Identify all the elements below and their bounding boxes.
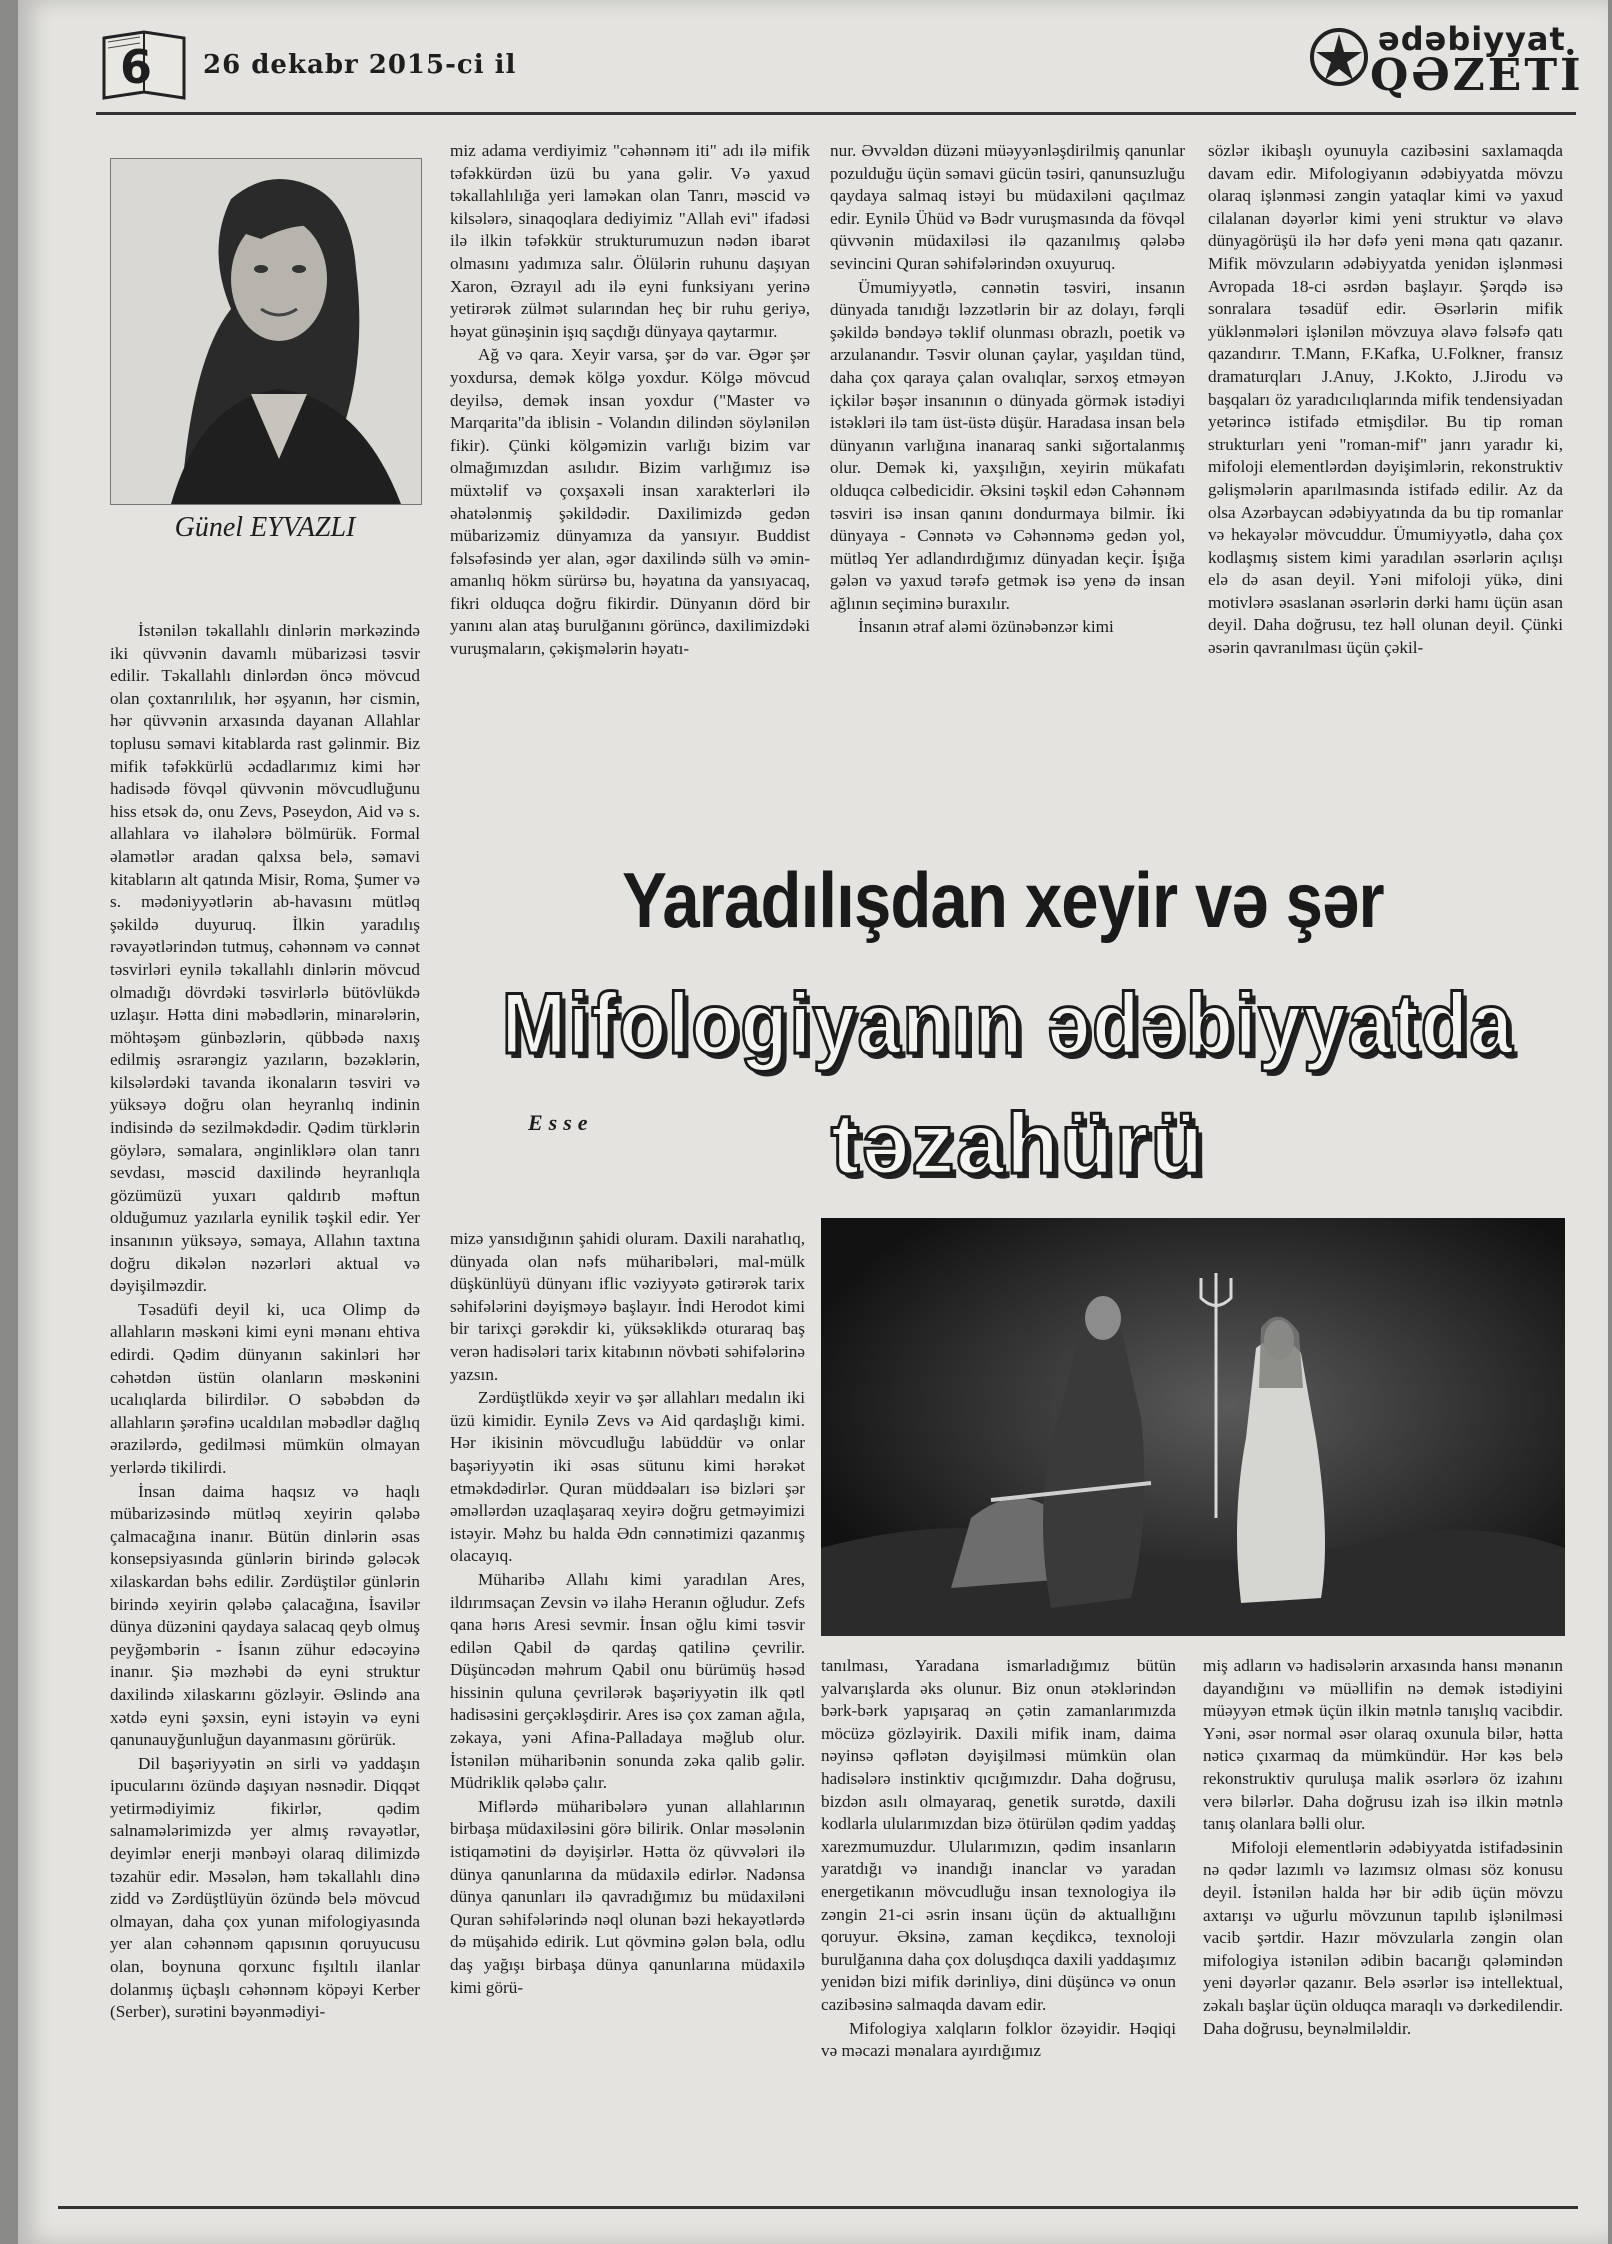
column-3-top (830, 140, 1185, 639)
paragraph: Ağ və qara. Xeyir varsa, şər də var. Əgər şər yoxdursa, demək kölgə yoxdur. Kölgə mövcud deyilsə, demək insan yoxdur ("Master və Marqarita"da iblisin - Volandın dilindən söylənilən fikir). Çünki kölgəmizin varlığı bizim var olmağımızdan asılıdır. Bizim varlığımız isə müxtəlif və çoxşaxəli insan xarakterləri ilə əhatələnmiş şəkildədir. Daxilimizdə gedən mübarizəmiz dünyamıza da yansıyır. Buddist fəlsəfəsində yer alan, əgər daxilində sülh və əmin-amanlıq hökm sürürsə bu, həyatına da yansıyacaq, fikri olduqca doğru fikirdir. Dünyanın dörd bir yanını alan ataş burulğanını görüncə, daxilimizdəki vuruşmaların, çəkişmələrin həyatı- (450, 345, 810, 659)
paragraph: İnsan daima haqsız və haqlı mübarizəsində mütləq xeyirin qələbə çalmacağına inanır. Bütün dinlərin əsas konsepsiyasında günlərin birində gələcək xilaskardan bəhs edilir. Zərdüştilər günlərin birində xeyirin qələbə çalacağına, İsavilər dünya düzənini qaydaya salacaq qeyb olmuş peyğəmbərin - İsanın zühur edəcəyinə inanır. Şiə məzhəbi də eyni struktur daxilində xilaskarını gözləyir. Əslində ana xətdə eyni şəxsin, eyni istəyin və eyni qanunauyğunluğun dayanmasını görürük. (110, 1481, 420, 1750)
paragraph: tanılması, Yaradana ismarladığımız bütün yalvarışlarda əks olunur. Biz onun ətəklərindən bərk-bərk yapışaraq ən çətin zamanlarımızda möcüzə gözləyirik. Daxili mifik inam, daima nəyinsə qəflətən dəyişilməsi mümkün olan hadisələrə instinktiv qıcığımızdır. Daha doğrusu, bizdən asılı olmayaraq, genetik surətdə, daxili kodlarla ulularımızdan bizə ötürülən qədim yaddaş xarezmumuzdur. Ulularımızın, qədim insanların yaratdığı və inandığı inanclar və yaradan energetikanın mövcudluğu insan texnologiya ilə zəngin 21-ci əsrin insanı üçün də aktuallığını qoruyur. Əksinə, zaman keçdikcə, texnoloji burulğanına daha çox doluşdıqca daxili yaddaşımız yenidən bizi mifik dərinliyə, dini düşüncə və onun cazibəsinə salmaqda davam edir. (821, 1656, 1176, 2014)
genre-label: Esse (528, 1110, 594, 1135)
paragraph: miz adama verdiyimiz "cəhənnəm iti" adı ilə mifik təfəkkürdən üzü bu yana gəlir. Və yaxud təkallahlılığa yeri laməkan olan Tanrı, məscid və kilsələrə, sinaqoqlara dediyimiz "Allah evi" ifadəsi ilə ilkin təfəkkür strukturumuzun nədən ibarət olmasını yadımıza salır. Ölülərin ruhunu daşıyan Xaron, Əzrayıl adı ilə eyni funksiyanı yerinə yetirərək zülmət sularından heç bir ruhu geriyə, həyat günəşinin işıq saçdığı dünyaya qaytarmır. (450, 141, 810, 341)
column-4-bottom (1203, 1655, 1563, 2040)
masthead-top: ədəbiyyat (1378, 20, 1566, 58)
star-emblem-icon (1308, 26, 1370, 88)
column-4-top (1208, 140, 1563, 660)
author-name: Günel EYVAZLI (174, 512, 356, 543)
footer-rule (58, 2206, 1578, 2209)
author-photo (110, 158, 422, 505)
column-3-bottom (821, 1655, 1176, 2063)
paragraph: Təsadüfi deyil ki, ucа Olimp də allahların məskəni kimi eyni mənanı ehtiva edirdi. Qədim dünyanın sakinləri hər cəhətdən üstün olanların məskənini ucalıqlarda bilirdilər. O səbəbdən də allahların şərəfinə ucaldılan məbədlər dağlıq ərazilərdə, gedilməsi mümkün olmayan yerlərdə tikilirdi. (110, 1299, 420, 1477)
paragraph: Ümumiyyətlə, cənnətin təsviri, insanın dünyada tanıdığı ləzzətlərin bir az dolayı, fərqli şəkildə bəndəyə təklif olunması obrazlı, poetik və arzulanandır. Təsvir olunan çaylar, yaşıldan tünd, daha çox qaraya çalan ovalıqlar, sərxoş etməyən içkilər bəşər insanının o dünyada görmək istədiyi istəkləri ilə tam üst-üstə düşür. Haradasa insan belə dünyanın varlığına inanaraq sanki sığortalanmış olur. Demək ki, yaxşılığın, xeyirin mükafatı olduqca cəlbedicidir. Əksini təşkil edən Cəhənnəm təsviri isə insan qanını dondurmaya bilmir. İki dünyaya - Cənnətə və Cəhənnəmə gedən yol, mütləq Yer adlandırdığımız dünyadan keçir. İşığa gələn və yaxud tərəfə getmək isə yenə də insan ağlının seçiminə buraxılır. (830, 277, 1185, 613)
headline-line-1: Yaradılışdan xeyir və şər (622, 856, 1384, 944)
issue-date: 26 dekabr 2015-ci il (203, 50, 517, 80)
paragraph: Dil başəriyyətin ən sirli və yaddaşın ipucularını özündə daşıyan nəsnədir. Diqqət yetirmədiyimiz fikirlər, qədim salnamələrimizdə yer almış rəvayətlər, deyimlər enerji mənbəyi olaraq dilimizdə təzahür edir. Məsələn, həm təkallahlı dinə zidd və Zərdüştlüyün özündə belə mövcud olmayan, daha çox yunan mifologiyasında yer alan cəhənnəm qapısının qoruyucusu olan, boynuna qorxunc fışıltılı ilanlar dolanmış üçbaşlı cəhənnəm köpəyi Kerber (Serber), surətini bəyənmədiyi- (110, 1753, 420, 2022)
column-2-top (450, 140, 810, 661)
paragraph: mizə yansıdığının şahidi oluram. Daxili narahatlıq, dünyada olan nəfs müharibələri, mal-mülk düşkünlüyü dünyanı iflic vəziyyətə gətirərək tarix səhifələrini dəyişməyə başlayır. İndi Herodot kimi bir tarixçi gərəkdir ki, yüksəklikdə oturaraq baş verən hadisələri tarix kitabının növbəti səhifələrinə yazsın. (450, 1229, 805, 1384)
paragraph: Mifoloji elementlərin ədəbiyyatda istifadəsinin nə qədər lazımlı və lazımsız olması söz konusu deyil. İstənilən halda hər bir ədib üçün mövzu axtarışı və uğurlu mövzunun tapılıb işlənilməsi vacib şərtdir. Hazır mövzularla zəngin olan mifologiya istənilən ədibin bacarığı qələmindən yeni dəyərlər qazanır. Belə əsərlər isə intellektual, zəkalı başlar üçün olduqca maraqlı və dərkedilendir. Daha doğrusu, beynəlmiləldir. (1203, 1837, 1563, 2038)
newspaper-page (18, 0, 1608, 2244)
paragraph: İnsanın ətraf aləmi özünəbənzər kimi (858, 617, 1114, 637)
column-2-bottom (450, 1228, 805, 1999)
paragraph: Zərdüştlükdə xeyir və şər allahları medalın iki üzü kimidir. Eynilə Zevs və Aid qardaşlığı kimi. Hər ikisinin mövcudluğu labüddür və onlar başəriyyətin iki əsas sütunu kimi hərəkət etməkdədirlər. Quran müddəaları isə bizləri şər əməllərdən uzaqlaşaraq xeyirə doğru getməyimizi istəyir. Məhz bu halda Ədn cənnətimizi qazanmış olacayıq. (450, 1388, 805, 1566)
paragraph: miş adların və hadisələrin arxasında hansı mənanın dayandığını və müəllifin nə demək istədiyini müəyyən etmək üçün ilkin mətnlə tanışlıq vacibdir. Yəni, əsər normal əsər olaraq oxunula bilər, hətta nəticə çıxarmaq da mümkündür. Hər kəs belə rekonstruktiv quruluşa malik əsərlərə öz izahını verə bilərlər. Daha doğrusu izah isə ilkin mətnlə tanış olanlara bəlli olur. (1203, 1656, 1563, 1834)
paragraph: Miflərdə müharibələrə yunan allahlarının birbaşa müdaxiləsini görə bilirik. Onlar məsələnin istiqamətini də dəyişirlər. Hətta öz qüvvələri ilə dünya qanunlarına da müdaxilə edirlər. Nadənsa dünya qanunları ilə qavradığımız bu müdaxiləni Quran səhifələrində nəql olunan bəzi hekayətlərdə də müşahidə edirik. Lut qövminə gələn bəla, odlu daş yağışı birbaşa dünya qanunlarına müdaxilə kimi görü- (450, 1796, 805, 1997)
column-1 (110, 620, 420, 2024)
paragraph: İstənilən təkallahlı dinlərin mərkəzində iki qüvvənin davamlı mübarizəsi təsvir edilir. Təkallahlı dinlərdən öncə mövcud olan çoxtanrılılık, hər əşyanın, hər cismin, hər qüvvənin arxasında dayanan Allahlar toplusu səmavi kitablarda rast gəlinmir. Biz mifik təfəkkürlü əcdadlarımız kimi hər hadisədə fövqəl qüvvənin mövcudluğunu hiss etsək də, onu Zevs, Pəseydon, Aid və s. allahlara və ilahələrə bölmürük. Formal əlamətlər aradan qalxsa belə, səmavi kitabların alt qatında Misir, Roma, Şumer və s. mədəniyyətlərin ab-havasını mütləq şəkildə duyuruq. İlkin yaradılış rəvayətlərindən tutmuş, cəhənnəm və cənnət təsvirləri eynilə təkallahlı dinlərin mövcud olmadığı dövrdəki təsvirlərlə bütövlükdə uzlaşır. Hətta dini məbədlərin, minarələrin, möhtəşəm günbəzlərin, qübbədə naxış edilmiş əsrarəngiz yazıların, bəzəklərin, kilsələrdəki tavanda ikonaların təsviri və yüksəyə doğru olan heyranlıq indinin indisində də sezilməkdədir. Qədim türklərin göylərə, səmalara, ənginliklərə olan tanrı sevdası, məscid daxilində heyranlıqla gözümüzü yuxarı qaldırıb məftun olduğumuz yazılarla eynilik təşkil edir. Yer insanının yüksəyə, səmaya, Allahın taxtına doğru dikələn nəzərləri aktual və dəyişilməzdir. (110, 621, 420, 1296)
masthead-logo (1308, 20, 1584, 101)
paragraph: nur. Əvvəldən düzəni müəyyənləşdirilmiş qanunlar pozulduğu üçün səmavi gücün təsiri, qanunsuzluğu qaydaya salmaq istəyi bu müdaxiləni qaçılmaz edir. Eynilə Ühüd və Bədr vuruşmasında da fövqəl qüvvənin müdaxiləsi ilə qazanılmış qələbə sevincini Quran səhifələrindən oxuyuruq. (830, 141, 1185, 273)
headline-line-3: təzahürü (830, 1096, 1206, 1192)
header-rule (96, 112, 1576, 115)
illustration-photo (821, 1218, 1565, 1636)
paragraph: sözlər ikibaşlı oyunuyla cazibəsini saxlamaqda davam edir. Mifologiyanın ədəbiyyatda mövzu olaraq işlənməsi zəngin yataqlar kimi və yaxud cilalanan dəyərlər kimi yeni struktur və əlavə dünyagörüşü ilə hər dəfə yeni məna qatı qazanır. Mifik mövzuların ədəbiyyatda yenidən işlənməsi Avropada 18-ci əsrdən başlayır. Şərqdə isə sonralara təsadüf edir. Əsərlərin mifik yüklənmələri işlənilən mövzuya əlavə fəlsəfə qatı qazandırır. T.Mann, F.Kafka, U.Folkner, fransız dramaturqları J.Anuy, J.Kokto, J.Jirodu və başqaları öz yaradıcılıqlarında mifik tendensiyadan yetərincə istifadə etmişdilər. Bu tip roman strukturları yeni "roman-mif" janrı yaradır ki, mifoloji elementlərdən dəyişimlərin, rekonstruktiv gəlişmələrin aparılmasında istifadə edilir. Az da olsa Azərbaycan ədəbiyyatında da bu tip romanlar və hekayələr mövcuddur. Ümumiyyətlə, daha çox kodlaşmış sistem kimi yaradılan əsərlərin açılışı elə də asan deyil. Yəni mifoloji yükə, dini motivlərə əsaslanan əsərlərin dərki hamı üçün asan deyil. Daha doğrusu, tez həll olunan deyil. Çünki əsərin qavranılması üçün çəkil- (1208, 141, 1563, 658)
masthead-bottom: QƏZETİ (1370, 50, 1584, 101)
page-number: 6 (120, 40, 153, 94)
paragraph: Mifologiya xalqların folklor özəyidir. Həqiqi və məcazi mənalara ayırdığımız (821, 2018, 1176, 2061)
headline-line-2: Mifologiyanın ədəbiyyatda (501, 976, 1515, 1072)
paragraph: Müharibə Allahı kimi yaradılan Ares, ildırımsaçan Zevsin və ilahə Heranın oğludur. Zefs qana hərıs Aresi sevmir. İnsan oğlu kimi təsvir edilən Qabil də qardaş qatilinə çevrilir. Düşüncədən məhrum Qabil onu bürümüş həsəd hissinin quluna çevrilərək başəriyyətin ilk qətl hadisəsini gerçəkləşdirir. Ares isə çox zaman ağıla, zəkaya, yəni Afina-Palladaya məğlub olur. İstənilən müharibənin sonunda zəka qalib gəlir. Müdriklik qələbə çalır. (450, 1569, 805, 1793)
